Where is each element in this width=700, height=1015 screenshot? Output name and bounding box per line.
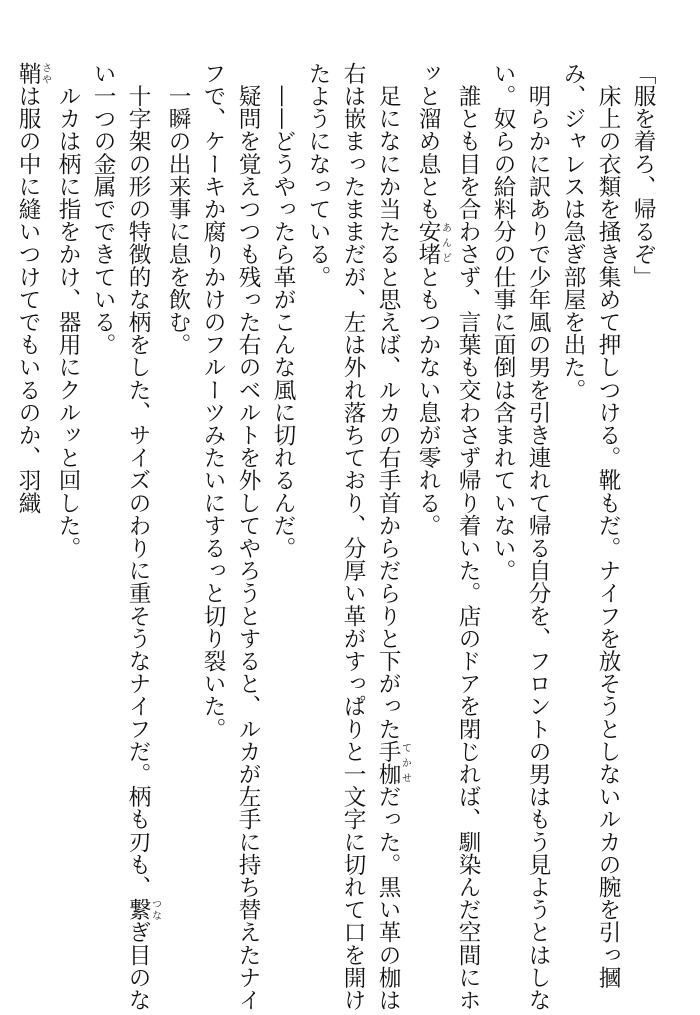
text-line-16: い一つの金属でできている。 [90,62,116,356]
text-line-1: 「服を着ろ、帰るぞ」 [630,62,656,288]
ruby-base: 手枷 [375,740,401,786]
text-line-7 [410,62,450,962]
text-segment: ともつかない息が零れる。 [415,265,441,537]
text-segment: だった。黒い革の枷は [375,785,401,1012]
ruby-base: 安堵 [415,220,441,266]
vertical-text-block [15,62,660,1012]
ruby-base: 繋 [125,898,151,921]
text-segment: ッと溜め息とも [415,62,441,221]
text-segment: 十字架の形の特徴的な柄をした、サイズのわりに重そうなナイフだ。柄も刃も、 [125,62,151,899]
text-line-11: ——どうやったら革がこんな風に切れるんだ。 [270,62,296,560]
text-line-8 [370,62,411,1012]
text-line-6: 誰とも目を合わさず、言葉も交わさず帰り着いた。店のドアを閉じれば、馴染んだ空間にホ [455,62,481,1012]
text-line-14: 一瞬の出来事に息を飲む。 [165,62,191,356]
ruby-annotation [415,220,451,266]
text-line-5: い。奴らの給料分の仕事に面倒は含まれていない。 [490,62,516,582]
text-line-2: 床上の衣類を掻き集めて押しつける。靴もだ。ナイフを放そうとしないルカの腕を引っ摑 [595,62,621,989]
ruby-reading: さや [39,62,51,85]
text-line-9: 右は嵌まったままだが、左は外れ落ちており、分厚い革がすっぱりと一文字に切れて口を開け [340,62,366,1012]
ruby-reading: つな [149,898,161,921]
text-line-3: み、ジャレスは急ぎ部屋を出た。 [560,62,586,401]
text-line-17: ルカは柄に指をかけ、器用にクルッと回した。 [55,62,81,560]
text-line-10: たようになっている。 [305,62,331,288]
text-segment: は服の中に縫いつけてでもいるのか、羽織 [15,84,41,515]
text-line-4: 明らかに訳ありで少年風の男を引き連れて帰る自分を、フロントの男はもう見ようとはしな [525,62,551,1012]
ruby-reading: てかせ [399,740,411,786]
text-line-12: 疑問を覚えつつも残った右のベルトを外してやろうとすると、ルカが左手に持ち替えたナイ [235,62,261,1012]
text-segment: ぎ目のな [125,920,151,1012]
text-line-15 [120,62,161,1012]
ruby-reading: あんど [439,220,451,266]
text-line-18 [10,62,50,962]
ruby-base: 鞘 [15,62,41,85]
ruby-annotation [125,898,161,921]
text-line-13: フで、ケーキか腐りかけのフルーツみたいにするっと切り裂いた。 [200,62,226,740]
ruby-annotation [15,62,51,85]
text-segment: 足になにか当たると思えば、ルカの右手首からだらりと下がった [375,62,401,740]
ruby-annotation [375,740,411,786]
